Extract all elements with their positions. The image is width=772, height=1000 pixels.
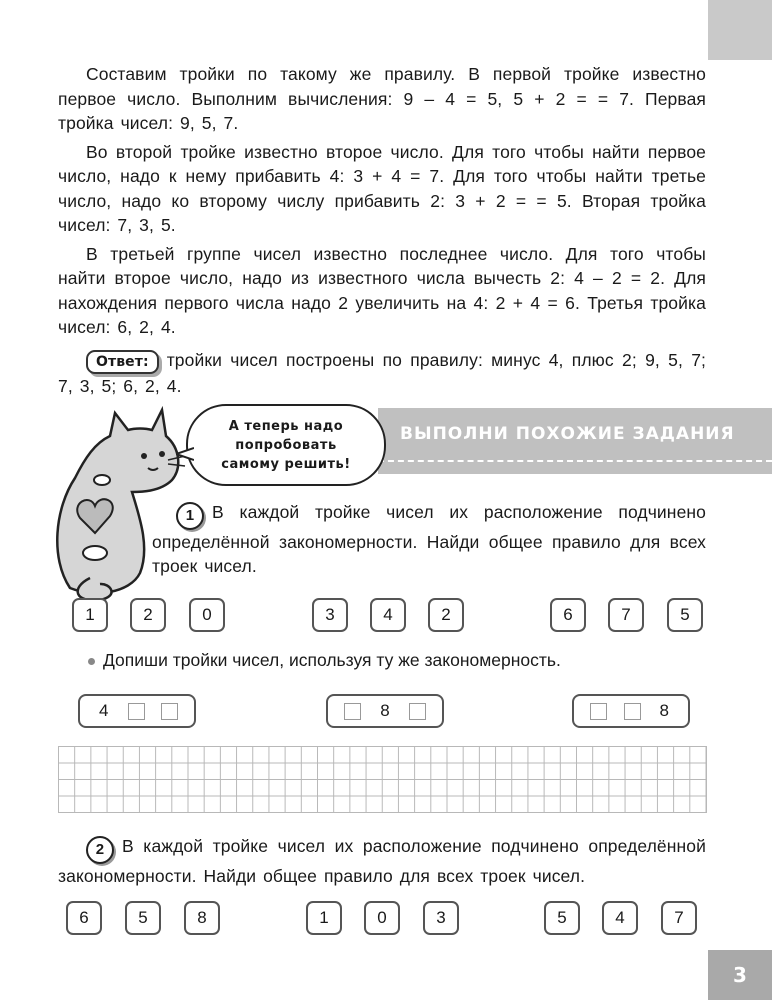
- task-1-triple-3-value-2: 7: [608, 598, 644, 632]
- task-1-paragraph: [152, 500, 706, 579]
- explanation-paragraph-1: Составим тройки по такому же правилу. В первой тройке известно первое число. Выполним вычисления: 9 – 4 = 5, 5 + 2 = = 7. Первая тройка чисел: 9, 5, 7.: [58, 64, 706, 133]
- task-2-triple-1-value-1: 6: [66, 901, 102, 935]
- task-2-triple-1-value-2: 5: [125, 901, 161, 935]
- fill-in-3-blank-1[interactable]: [590, 703, 607, 720]
- task-1-fill-in-2[interactable]: [326, 694, 444, 728]
- task-2-text-block: [58, 834, 706, 892]
- corner-tab-top: [708, 0, 772, 60]
- task-2-triple-2-value-1: 1: [306, 901, 342, 935]
- task-2-triple-1-value-3: 8: [184, 901, 220, 935]
- task-1-sub-instruction: [88, 650, 561, 671]
- task-1-fill-in-1[interactable]: [78, 694, 196, 728]
- fill-in-1-blank-2[interactable]: [128, 703, 145, 720]
- explanation-paragraph-3: В третьей группе чисел известно последнее число. Для того чтобы найти второе число, надо из известного числа вычесть 2: 4 – 2 = 2. Для нахождения первого числа надо 2 увеличить на 4: 2 + 4 = 6. Третья тройка чисел: 6, 2, 4.: [58, 243, 706, 337]
- fill-in-3-blank-2[interactable]: [624, 703, 641, 720]
- task-2-triple-2-value-3: 3: [423, 901, 459, 935]
- speech-bubble-line-1: А теперь надо: [228, 418, 344, 434]
- fill-in-1-blank-3[interactable]: [161, 703, 178, 720]
- fill-in-3-value: 8: [659, 701, 669, 720]
- speech-bubble: [186, 404, 386, 486]
- explanation-paragraph-2: Во второй тройке известно второе число. Для того чтобы найти первое число, надо к нему прибавить 4: 3 + 4 = 7. Для того чтобы найти третье число, надо ко второму числу прибавить 2: 3 + 2 = = 5. Вторая тройка чисел: 7, 3, 5.: [58, 141, 706, 235]
- task-1-triple-1-value-1: 1: [72, 598, 108, 632]
- task-1-triple-2-value-1: 3: [312, 598, 348, 632]
- task-2-text: В каждой тройке чисел их расположение подчинено определённой закономерности. Найди общее правило для всех троек чисел.: [58, 836, 706, 886]
- task-1-fill-in-3[interactable]: [572, 694, 690, 728]
- banner-dashed-line: [378, 460, 772, 462]
- task-1-triple-1-value-3: 0: [189, 598, 225, 632]
- speech-bubble-line-3: самому решить!: [221, 456, 351, 472]
- fill-in-2-value: 8: [380, 701, 390, 720]
- speech-bubble-line-2: попробовать: [235, 437, 337, 453]
- task-1-triple-2-value-3: 2: [428, 598, 464, 632]
- page-number: 3: [733, 963, 747, 987]
- task-2-triple-2-value-2: 0: [364, 901, 400, 935]
- fill-in-2-blank-3[interactable]: [409, 703, 426, 720]
- answer-text: тройки чисел построены по правилу: минус 4, плюс 2; 9, 5, 7; 7, 3, 5; 6, 2, 4.: [58, 349, 706, 396]
- task-1-number: 1: [176, 502, 204, 530]
- task-1-triple-3-value-1: 6: [550, 598, 586, 632]
- task-1-text: В каждой тройке чисел их расположение подчинено определённой закономерности. Найди общее правило для всех троек чисел.: [152, 502, 706, 576]
- fill-in-2-blank-1[interactable]: [344, 703, 361, 720]
- task-2-triple-3-value-2: 4: [602, 901, 638, 935]
- task-1-triple-1-value-2: 2: [130, 598, 166, 632]
- task-2-number: 2: [86, 836, 114, 864]
- task-1-triple-3-value-3: 5: [667, 598, 703, 632]
- task-1-triple-2-value-2: 4: [370, 598, 406, 632]
- answer-label: Ответ:: [86, 350, 159, 374]
- speech-bubble-tail: [176, 446, 194, 462]
- task-1-sub-instruction-text: Допиши тройки чисел, используя ту же закономерность.: [103, 650, 561, 670]
- task-2-triple-3-value-3: 7: [661, 901, 697, 935]
- section-banner-title: ВЫПОЛНИ ПОХОЖИЕ ЗАДАНИЯ: [400, 424, 735, 444]
- task-2-triple-3-value-1: 5: [544, 901, 580, 935]
- explanation-block: [58, 62, 706, 402]
- bullet-icon: [88, 658, 95, 665]
- task-1-text-block: [152, 500, 706, 583]
- fill-in-1-value: 4: [99, 701, 109, 720]
- writing-grid[interactable]: [58, 746, 707, 813]
- task-2-paragraph: [58, 834, 706, 888]
